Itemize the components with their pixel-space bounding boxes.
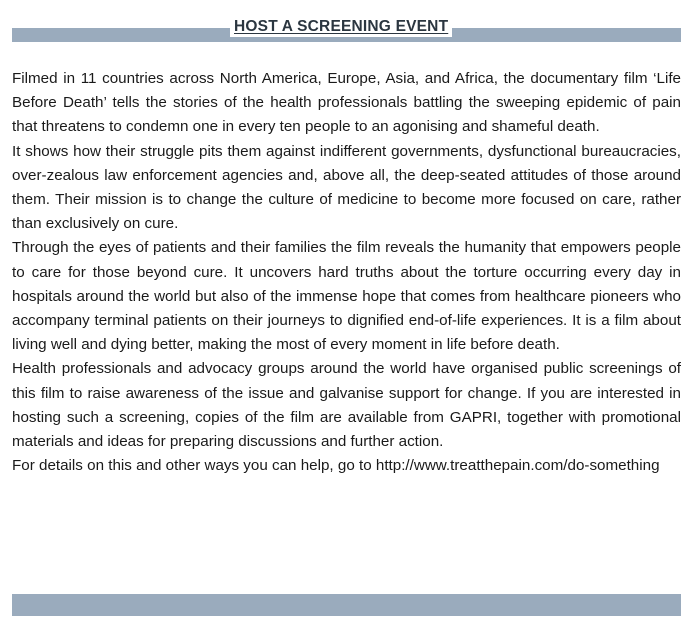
paragraph-screenings: Health professionals and advocacy groups around the world have organised public screenings of this film to raise awareness of the issue and galvanise support for change. If you are interested in hosting such a screening, copies of the film are available from GAPRI, together with promotional materials and ideas for preparing discussions and further action.	[12, 360, 681, 451]
section-title: HOST A SCREENING EVENT	[230, 17, 452, 37]
paragraph-details-link: For details on this and other ways you can help, go to http://www.treatthepain.com/do-something	[12, 457, 660, 475]
footer-accent-bar	[12, 594, 681, 616]
paragraph-struggle: It shows how their struggle pits them against indifferent governments, dysfunctional bureaucracies, over-zealous law enforcement agencies and, above all, the deep-seated attitudes of those around them. Their mission is to change the culture of medicine to become more focused on care, rather than exclusively on cure.	[12, 142, 681, 233]
paragraph-film-intro: Filmed in 11 countries across North America, Europe, Asia, and Africa, the documentary film ‘Life Before Death’ tells the stories of the health professionals battling the sweeping epidemic of pain that threatens to condemn one in every ten people to an agonising and shameful death.	[12, 70, 681, 136]
paragraph-patients: Through the eyes of patients and their families the film reveals the humanity that empowers people to care for those beyond cure. It uncovers hard truths about the torture occurring every day in hospitals around the world but also of the immense hope that comes from healthcare pioneers who accompany terminal patients on their journeys to dignified end-of-life experiences. It is a film about living well and dying better, making the most of every moment in life before death.	[12, 239, 681, 354]
article-body	[12, 67, 681, 478]
